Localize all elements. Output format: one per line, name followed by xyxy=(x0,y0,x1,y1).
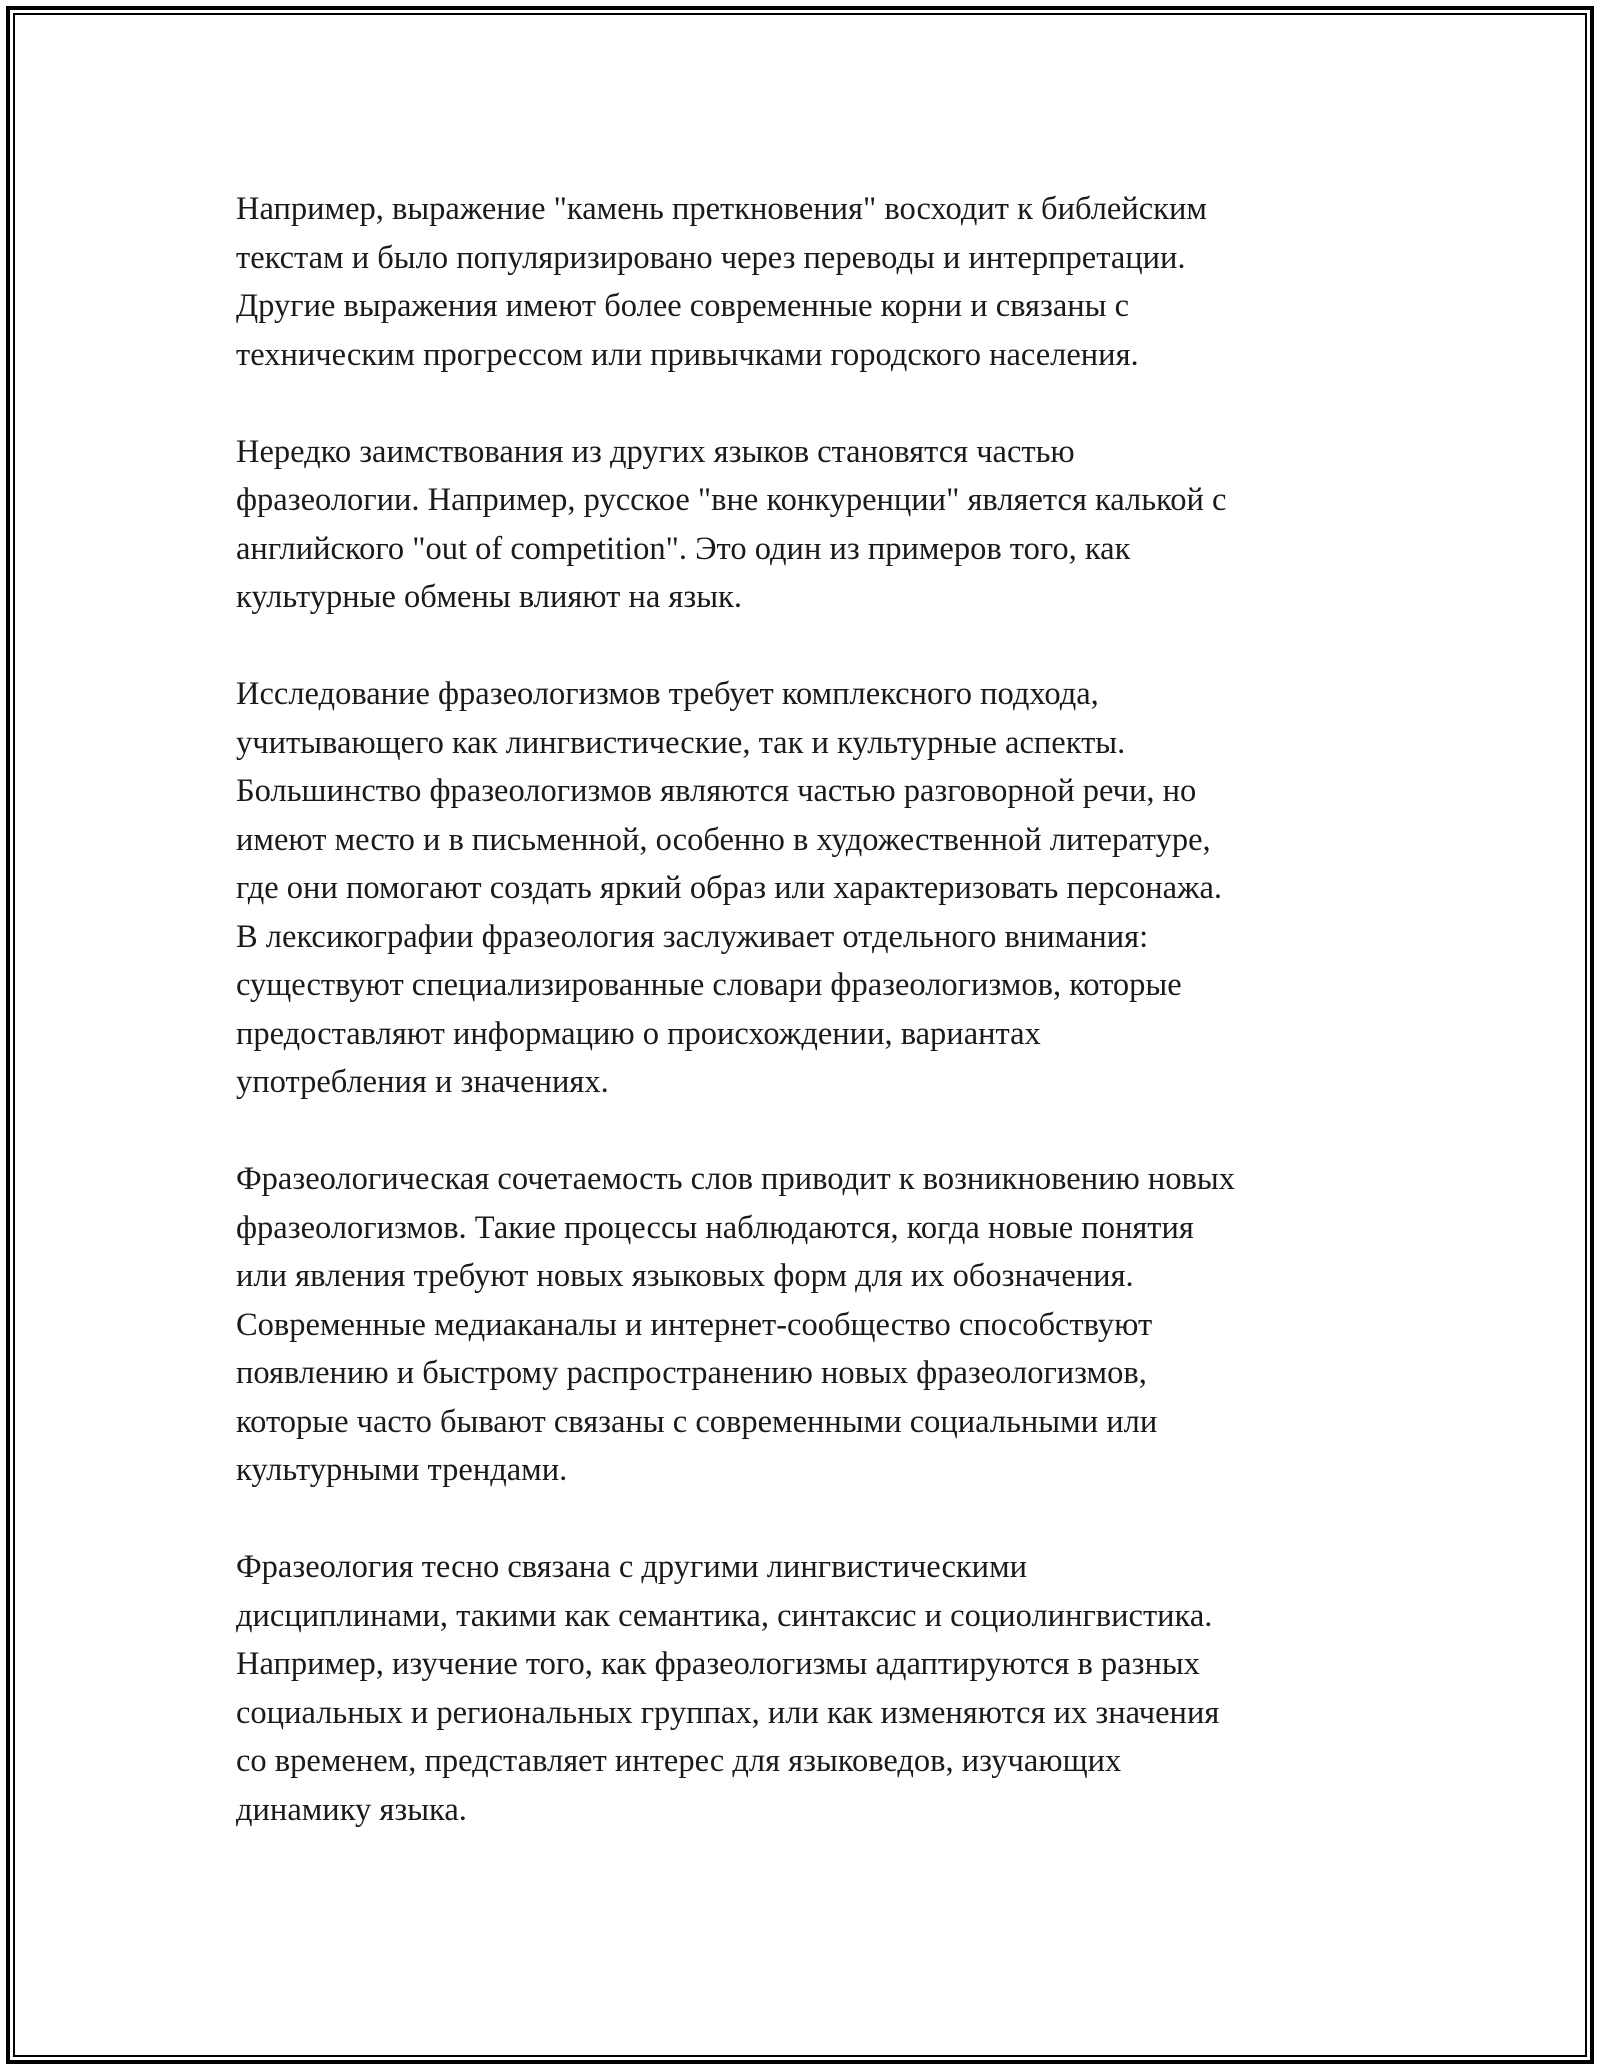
document-body xyxy=(236,185,1386,1883)
paragraph-disciplines xyxy=(236,1543,1386,1834)
text-line: культурными трендами. xyxy=(236,1452,568,1488)
text-line: культурные обмены влияют на язык. xyxy=(236,579,742,615)
text-line: Другие выражения имеют более современные корни и связаны с xyxy=(236,288,1130,324)
text-line: социальных и региональных группах, или как изменяются их значения xyxy=(236,1694,1220,1731)
text-line: Например, выражение "камень преткновения" восходит к библейским xyxy=(236,191,1207,227)
paragraph-origins xyxy=(236,185,1386,379)
text-line: где они помогают создать яркий образ или характеризовать персонажа. xyxy=(236,870,1223,906)
text-line: динамику языка. xyxy=(236,1791,467,1828)
text-line: техническим прогрессом или привычками городского населения. xyxy=(236,336,1139,373)
text-line: со временем, представляет интерес для языковедов, изучающих xyxy=(236,1743,1122,1779)
text-line: английского "out of competition". Это один из примеров того, как xyxy=(236,530,1131,567)
text-line: В лексикографии фразеология заслуживает отдельного внимания: xyxy=(236,918,1149,955)
text-line: имеют место и в письменной, особенно в художественной литературе, xyxy=(236,821,1211,858)
text-line: Современные медиаканалы и интернет-сообщество способствуют xyxy=(236,1306,1153,1343)
text-line: Фразеологическая сочетаемость слов приводит к возникновению новых xyxy=(236,1161,1235,1197)
text-line: дисциплинами, такими как семантика, синтаксис и социолингвистика. xyxy=(236,1597,1213,1634)
paragraph-research xyxy=(236,670,1386,1107)
text-line: Фразеология тесно связана с другими лингвистическими xyxy=(236,1549,1028,1585)
text-line: текстам и было популяризировано через переводы и интерпретации. xyxy=(236,239,1186,276)
text-line: учитывающего как лингвистические, так и культурные аспекты. xyxy=(236,724,1126,761)
text-line: фразеологизмов. Такие процессы наблюдаются, когда новые понятия xyxy=(236,1209,1194,1246)
paragraph-new-idioms xyxy=(236,1155,1386,1495)
text-line: которые часто бывают связаны с современными социальными или xyxy=(236,1403,1158,1440)
text-line: или явления требуют новых языковых форм для их обозначения. xyxy=(236,1258,1134,1294)
text-line: Нередко заимствования из других языков становятся частью xyxy=(236,433,1075,470)
text-line: Например, изучение того, как фразеологизмы адаптируются в разных xyxy=(236,1646,1200,1682)
text-line: Исследование фразеологизмов требует комплексного подхода, xyxy=(236,676,1099,712)
text-line: появлению и быстрому распространению новых фразеологизмов, xyxy=(236,1355,1147,1391)
text-line: существуют специализированные словари фразеологизмов, которые xyxy=(236,967,1182,1003)
text-line: фразеологии. Например, русское "вне конкуренции" является калькой с xyxy=(236,482,1227,518)
text-line: употребления и значениях. xyxy=(236,1064,609,1100)
text-line: предоставляют информацию о происхождении, вариантах xyxy=(236,1015,1041,1052)
text-line: Большинство фразеологизмов являются частью разговорной речи, но xyxy=(236,773,1197,809)
paragraph-borrowings xyxy=(236,428,1386,622)
